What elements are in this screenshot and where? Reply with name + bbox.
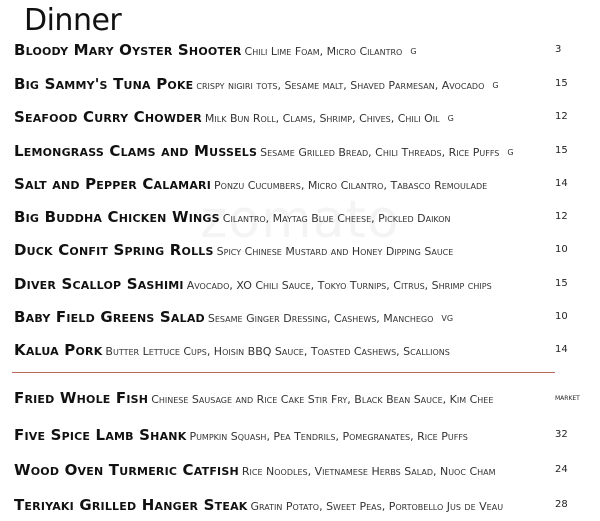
menu-item <box>14 141 600 161</box>
item-name: Big Buddha Chicken Wings <box>14 208 220 226</box>
item-description: Cilantro, Maytag Blue Cheese, Pickled Daikon <box>222 212 451 225</box>
menu-item <box>14 274 600 294</box>
item-name: Big Sammy's Tuna Poke <box>14 75 194 93</box>
item-description: Ponzu Cucumbers, Micro Cilantro, Tabasco Remoulade <box>214 179 488 192</box>
item-name: Five Spice Lamb Shank <box>14 426 187 444</box>
item-price: 15 <box>555 78 568 89</box>
item-description: Milk Bun Roll, Clams, Shrimp, Chives, Chili Oil <box>204 112 440 125</box>
item-description: Rice Noodles, Vietnamese Herbs Salad, Nuoc Cham <box>241 465 496 478</box>
item-price: 15 <box>555 145 568 156</box>
item-description: Gratin Potato, Sweet Peas, Portobello Jus de Veau <box>250 500 504 513</box>
item-price: 24 <box>555 464 568 475</box>
menu-item <box>14 107 600 127</box>
menu-item <box>14 307 600 327</box>
item-price: 14 <box>555 178 568 189</box>
item-description: Pumpkin Squash, Pea Tendrils, Pomegranates, Rice Puffs <box>189 430 468 443</box>
item-price: 12 <box>555 111 568 122</box>
item-description: Chili Lime Foam, Micro Cilantro <box>244 45 403 58</box>
item-price: 32 <box>555 429 568 440</box>
dietary-tag: G <box>447 114 454 123</box>
item-price: 3 <box>555 44 562 55</box>
item-name: Baby Field Greens Salad <box>14 308 205 326</box>
item-name: Wood Oven Turmeric Catfish <box>14 461 239 479</box>
item-name: Teriyaki Grilled Hanger Steak <box>14 496 248 514</box>
dietary-tag: G <box>492 81 499 90</box>
dietary-tag: G <box>410 47 417 56</box>
item-name: Bloody Mary Oyster Shooter <box>14 41 242 59</box>
dietary-tag: G <box>507 148 514 157</box>
menu-item <box>14 40 600 60</box>
menu-title: Dinner <box>24 3 122 38</box>
menu-item <box>14 425 600 445</box>
item-price: 12 <box>555 211 568 222</box>
menu-item <box>14 495 600 515</box>
item-price: 10 <box>555 311 568 322</box>
menu-item <box>14 74 600 94</box>
item-description: Chinese Sausage and Rice Cake Stir Fry, Black Bean Sauce, Kim Chee <box>151 393 494 406</box>
item-name: Seafood Curry Chowder <box>14 108 202 126</box>
item-description: Sesame Grilled Bread, Chili Threads, Rice Puffs <box>260 146 500 159</box>
item-price: market <box>555 393 580 403</box>
item-description: Spicy Chinese Mustard and Honey Dipping Sauce <box>216 245 454 258</box>
item-description: Sesame Ginger Dressing, Cashews, Manchego <box>207 312 434 325</box>
item-name: Fried Whole Fish <box>14 389 149 407</box>
menu-item <box>14 207 600 227</box>
menu-item <box>14 460 600 480</box>
item-price: 10 <box>555 244 568 255</box>
item-name: Salt and Pepper Calamari <box>14 175 212 193</box>
menu-item <box>14 174 600 194</box>
item-name: Kalua Pork <box>14 341 103 359</box>
item-name: Duck Confit Spring Rolls <box>14 241 214 259</box>
item-description: Avocado, XO Chili Sauce, Tokyo Turnips, Citrus, Shrimp chips <box>186 279 492 292</box>
item-name: Diver Scallop Sashimi <box>14 275 184 293</box>
item-price: 28 <box>555 499 568 510</box>
menu-item <box>14 340 600 360</box>
item-description: crispy nigiri tots, Sesame malt, Shaved Parmesan, Avocado <box>196 79 485 92</box>
item-price: 14 <box>555 344 568 355</box>
menu-item <box>14 388 600 408</box>
section-divider <box>12 372 555 373</box>
item-description: Butter Lettuce Cups, Hoisin BBQ Sauce, Toasted Cashews, Scallions <box>105 345 450 358</box>
item-price: 15 <box>555 278 568 289</box>
dietary-tag: VG <box>441 314 454 323</box>
menu-item <box>14 240 600 260</box>
item-name: Lemongrass Clams and Mussels <box>14 142 258 160</box>
